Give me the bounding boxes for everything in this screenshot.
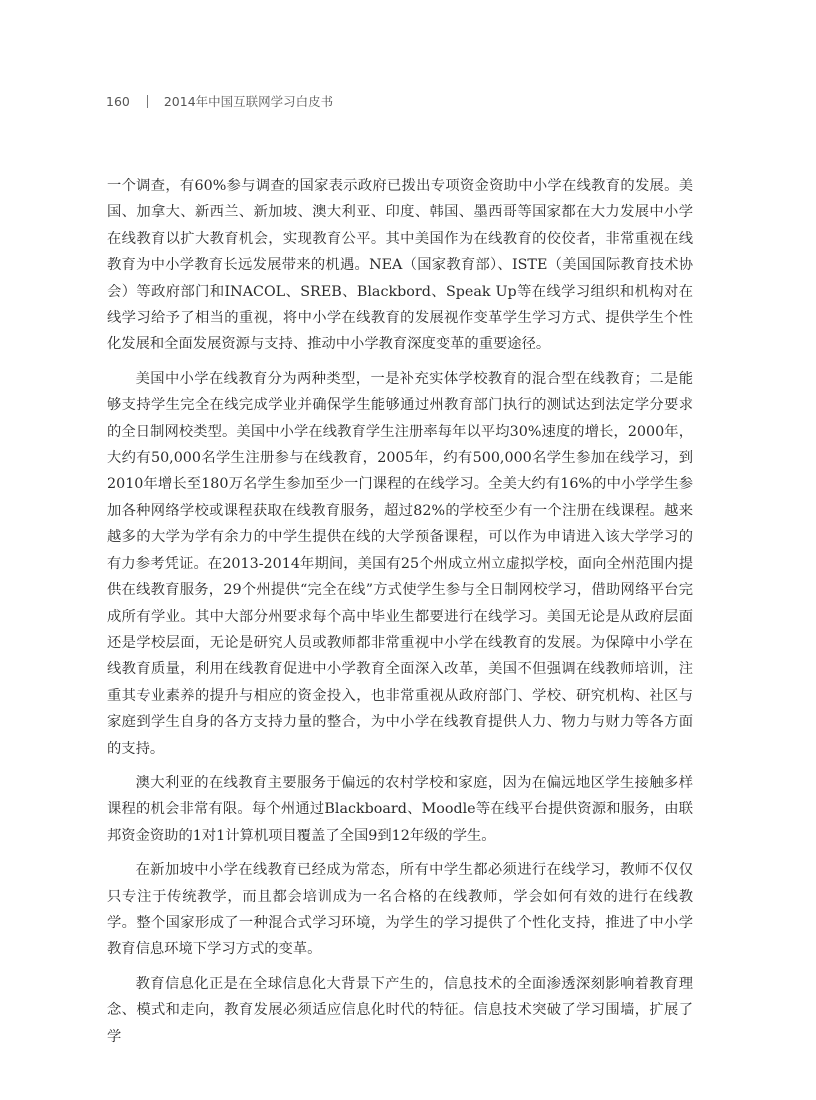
paragraph-us-online-education: 美国中小学在线教育分为两种类型，一是补充实体学校教育的混合型在线教育；二是能够支持学生完全在线完成学业并确保学生能够通过州教育部门执行的测试达到法定学分要求的全日制网校类型。美国中小学在线教育学生注册率每年以平均30%速度的增长，2000年，大约有50,000名学生注册参与在线教育，2005年，约有500,000名学生参加在线学习，到2010年增长至180万名学生参加至少一门课程的在线学习。全美大约有16%的中小学学生参加各种网络学校或课程获取在线教育服务，超过82%的学校至少有一个注册在线课程。越来越多的大学为学有余力的中学生提供在线的大学预备课程，可以作为申请进入该大学学习的有力参考凭证。在2013-2014年期间，美国有25个州成立州立虚拟学校，面向全州范围内提供在线教育服务，29个州提供“完全在线”方式使学生参与全日制网校学习，借助网络平台完成所有学业。其中大部分州要求每个高中毕业生都要进行在线学习。美国无论是从政府层面还是学校层面，无论是研究人员或教师都非常重视中小学在线教育的发展。为保障中小学在线教育质量，利用在线教育促进中小学教育全面深入改革，美国不但强调在线教师培训，注重其专业素养的提升与相应的资金投入，也非常重视从政府部门、学校、研究机构、社区与家庭到学生自身的各方支持力量的整合，为中小学在线教育提供人力、物力与财力等各方面的支持。 [107,370,693,757]
body-text [107,173,693,1058]
paragraph-continued: 一个调查，有60%参与调查的国家表示政府已拨出专项资金资助中小学在线教育的发展。美国、加拿大、新西兰、新加坡、澳大利亚、印度、韩国、墨西哥等国家都在大力发展中小学在线教育以扩大教育机会，实现教育公平。其中美国作为在线教育的佼佼者，非常重视在线教育为中小学教育长远发展带来的机遇。NEA（国家教育部）、ISTE（美国国际教育技术协会）等政府部门和INACOL、SREB、Blackbord、Speak Up等在线学习组织和机构对在线学习给予了相当的重视，将中小学在线教育的发展视作变革学生学习方式、提供学生个性化发展和全面发展资源与支持、推动中小学教育深度变革的重要途径。 [107,178,693,353]
page-number: 160 [106,93,130,109]
book-title: 2014年中国互联网学习白皮书 [163,94,334,109]
running-header [106,92,333,110]
paragraph-singapore: 在新加坡中小学在线教育已经成为常态，所有中学生都必须进行在线学习，教师不仅仅只专注于传统教学，而且都会培训成为一名合格的在线教师，学会如何有效的进行在线教学。整个国家形成了一种混合式学习环境，为学生的学习提供了个性化支持，推进了中小学教育信息环境下学习方式的变革。 [107,862,693,958]
header-divider [147,95,148,108]
paragraph-education-informatization: 教育信息化正是在全球信息化大背景下产生的，信息技术的全面渗透深刻影响着教育理念、模式和走向，教育发展必须适应信息化时代的特征。信息技术突破了学习围墙，扩展了学 [107,975,693,1045]
paragraph-australia: 澳大利亚的在线教育主要服务于偏远的农村学校和家庭，因为在偏远地区学生接触多样课程的机会非常有限。每个州通过Blackboard、Moodle等在线平台提供资源和服务，由联邦资金资助的1对1计算机项目覆盖了全国9到12年级的学生。 [107,774,693,844]
